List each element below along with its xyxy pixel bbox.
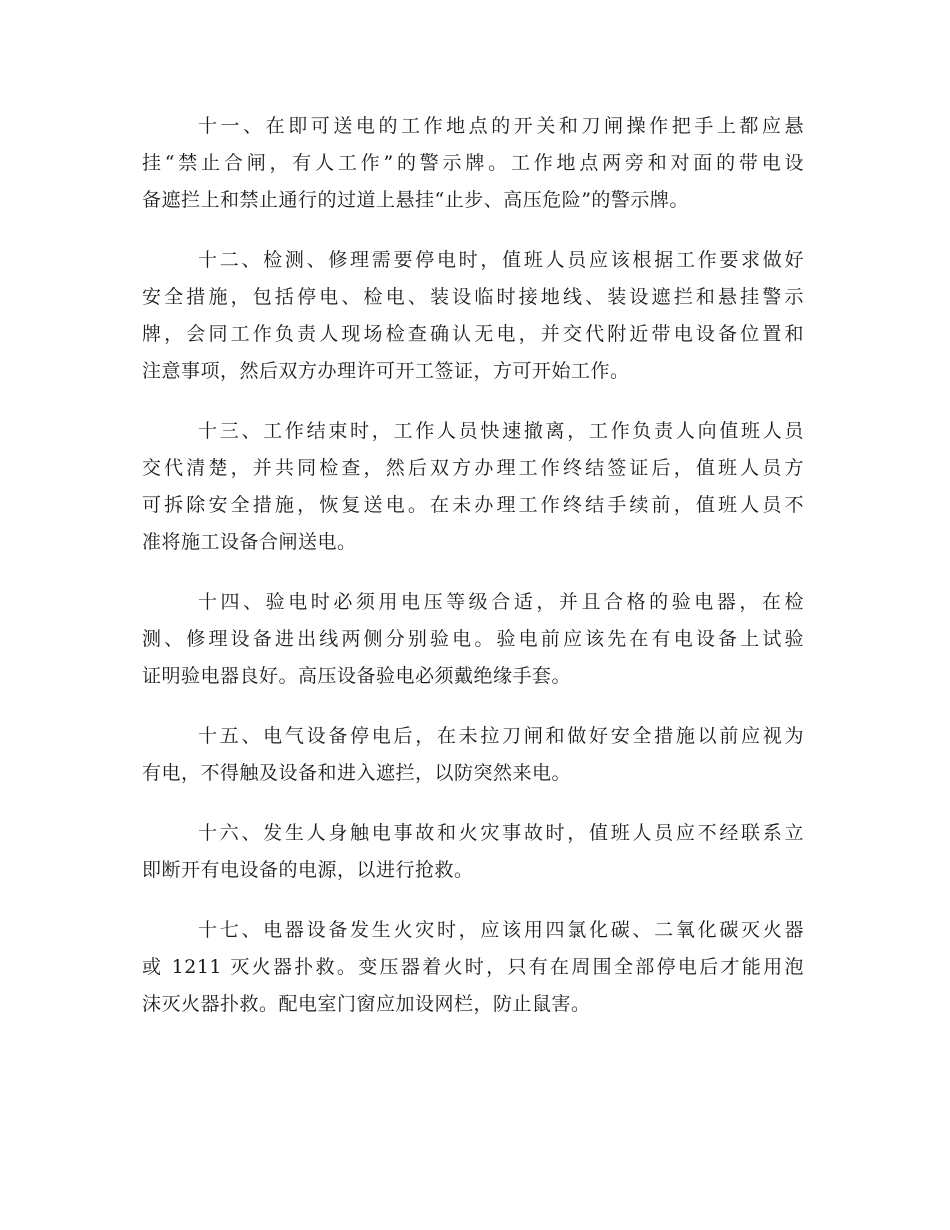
paragraph-line: 十二、检测、修理需要停电时，值班人员应该根据工作要求做好 xyxy=(198,249,804,271)
paragraph-16 xyxy=(142,815,804,889)
document-page xyxy=(142,108,804,1046)
paragraph-line: 即断开有电设备的电源，以进行抢救。 xyxy=(142,859,474,881)
paragraph-line: 挂“禁止合闸，有人工作”的警示牌。工作地点两旁和对面的带电设 xyxy=(142,152,804,174)
paragraph-line: 十四、验电时必须用电压等级合适，并且合格的验电器，在检 xyxy=(198,591,804,613)
paragraph-13 xyxy=(142,413,804,561)
paragraph-line: 有电，不得触及设备和进入遮拦，以防突然来电。 xyxy=(142,762,572,784)
paragraph-line: 牌，会同工作负责人现场检查确认无电，并交代附近带电设备位置和 xyxy=(142,323,804,345)
paragraph-line: 测、修理设备进出线两侧分别验电。验电前应该先在有电设备上试验 xyxy=(142,628,804,650)
paragraph-line: 安全措施，包括停电、检电、装设临时接地线、装设遮拦和悬挂警示 xyxy=(142,286,804,308)
paragraph-line: 可拆除安全措施，恢复送电。在未办理工作终结手续前，值班人员不 xyxy=(142,494,804,516)
paragraph-11 xyxy=(142,108,804,219)
paragraph-line: 备遮拦上和禁止通行的过道上悬挂“止步、高压危险”的警示牌。 xyxy=(142,189,689,211)
paragraph-12 xyxy=(142,242,804,390)
paragraph-line: 沫灭火器扑救。配电室门窗应加设网栏，防止鼠害。 xyxy=(142,993,591,1015)
paragraph-14 xyxy=(142,584,804,695)
paragraph-17 xyxy=(142,912,804,1023)
paragraph-line: 十三、工作结束时，工作人员快速撤离，工作负责人向值班人员 xyxy=(198,420,804,442)
paragraph-line: 或 1211 灭火器扑救。变压器着火时，只有在周围全部停电后才能用泡 xyxy=(142,956,804,978)
paragraph-line: 十五、电气设备停电后，在未拉刀闸和做好安全措施以前应视为 xyxy=(198,725,804,747)
paragraph-line: 准将施工设备合闸送电。 xyxy=(142,531,357,553)
paragraph-line: 注意事项，然后双方办理许可开工签证，方可开始工作。 xyxy=(142,360,630,382)
paragraph-line: 十一、在即可送电的工作地点的开关和刀闸操作把手上都应悬 xyxy=(198,115,804,137)
paragraph-line: 证明验电器良好。高压设备验电必须戴绝缘手套。 xyxy=(142,665,572,687)
paragraph-line: 十七、电器设备发生火灾时，应该用四氯化碳、二氧化碳灭火器 xyxy=(198,919,804,941)
paragraph-line: 交代清楚，并共同检查，然后双方办理工作终结签证后，值班人员方 xyxy=(142,457,804,479)
paragraph-line: 十六、发生人身触电事故和火灾事故时，值班人员应不经联系立 xyxy=(198,822,804,844)
paragraph-15 xyxy=(142,718,804,792)
